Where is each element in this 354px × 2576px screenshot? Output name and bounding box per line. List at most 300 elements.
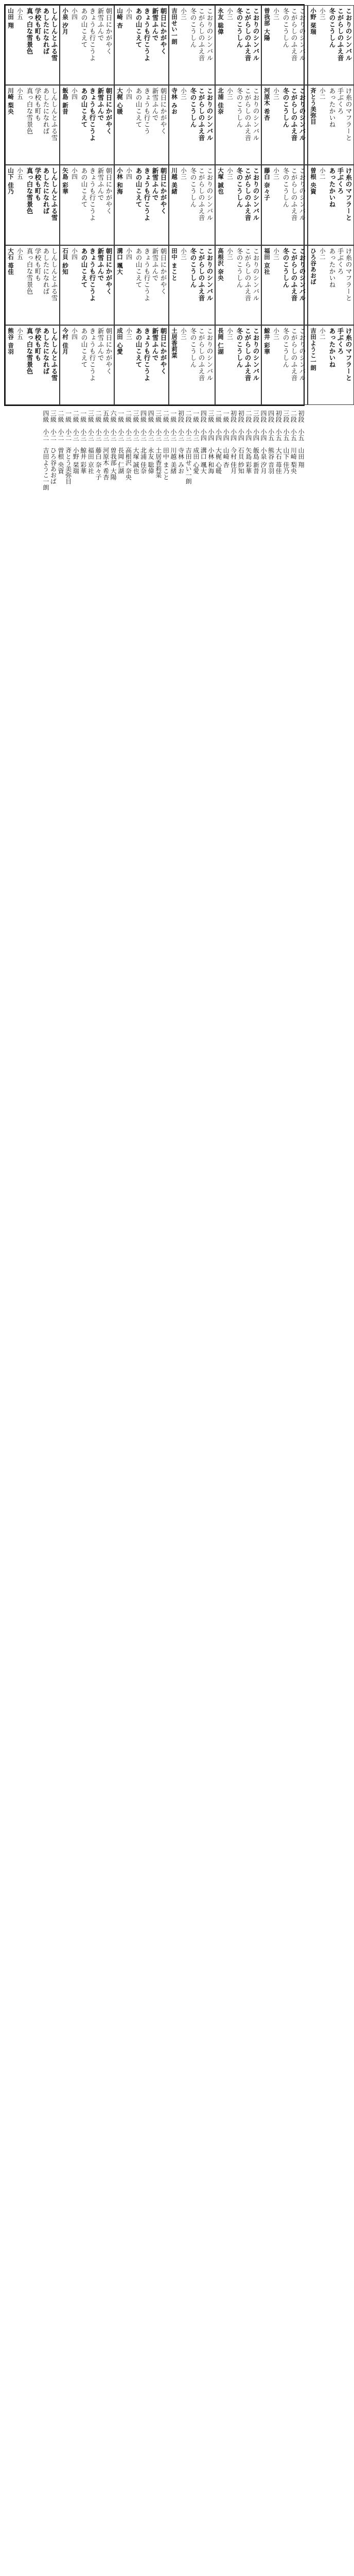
result-spacer: [95, 422, 102, 429]
calligraphy-cell: [261, 165, 308, 245]
result-column: [267, 410, 275, 499]
result-rank: 一級: [192, 410, 200, 422]
poem-line: 冬のこうしん: [236, 167, 243, 208]
result-grade: 小三: [87, 429, 95, 441]
result-name: 高根沢 奈央: [125, 447, 132, 480]
poem-line: こがらしのふえ音: [198, 167, 205, 222]
poem-line: 新雪ふんで: [151, 167, 159, 201]
result-rank: 二級: [57, 410, 64, 422]
result-column: [42, 410, 49, 499]
result-spacer: [207, 441, 215, 447]
result-spacer: [95, 441, 102, 447]
result-column: [117, 410, 125, 499]
result-column: [169, 410, 177, 499]
calligraphy-cell: [60, 245, 114, 325]
result-grade: 小三: [147, 429, 155, 441]
result-rank: 四段: [260, 410, 268, 422]
result-spacer: [178, 422, 185, 429]
result-spacer: [162, 441, 169, 447]
result-rank: 二段: [290, 410, 297, 422]
writer-grade: 小四: [126, 247, 133, 260]
poem-line: 新雪ふんで: [97, 247, 104, 281]
result-column: [244, 410, 252, 499]
result-rank: 一級: [79, 410, 87, 422]
result-grade: 小五: [290, 429, 297, 441]
result-spacer: [65, 422, 72, 429]
poem-line: あったかいね: [328, 247, 336, 288]
result-spacer: [245, 441, 252, 447]
poem-line: こがらしのふえ音: [198, 88, 205, 142]
writer-name: ひろ谷あおば: [310, 247, 317, 285]
result-spacer: [178, 441, 185, 447]
result-column: [185, 410, 192, 499]
result-rank: 二段: [244, 410, 252, 422]
writer-name: 小林 和海: [116, 167, 123, 195]
result-column: [275, 410, 282, 499]
poem-line: こがらしのふえ音: [198, 8, 205, 61]
poem-line: 学校も町も: [34, 8, 42, 41]
result-name: 大梶 心暖: [215, 447, 222, 474]
writer-grade: 小四: [71, 167, 78, 180]
writer-name: 河原木 希杏: [263, 88, 271, 121]
result-spacer: [282, 441, 290, 447]
poem-line: け糸のマフラーと: [345, 327, 352, 381]
result-rank: 二級: [72, 410, 80, 422]
poem-line: 冬のこうしん: [236, 88, 243, 128]
result-spacer: [215, 422, 222, 429]
result-spacer: [207, 422, 215, 429]
result-grade: 小四: [244, 429, 252, 441]
result-spacer: [200, 441, 207, 447]
poem-line: こがらしのふえ音: [244, 247, 252, 301]
result-grade: 小三: [139, 429, 147, 441]
calligraphy-cell: [215, 5, 261, 85]
result-rank: 三級: [49, 410, 57, 422]
writer-grade: 小三: [226, 327, 234, 340]
result-spacer: [268, 422, 275, 429]
writer-grade: 小四: [126, 8, 133, 20]
calligraphy-cell: [60, 165, 114, 245]
writer-grade: 小三: [273, 88, 280, 100]
writer-grade: 小三: [273, 247, 280, 260]
poem-line: 真っ白な雪景色: [26, 8, 33, 55]
result-spacer: [140, 422, 147, 429]
poem-line: しんしんとふる雪: [50, 327, 58, 381]
result-rank: 初段: [229, 410, 237, 422]
poem-line: こがらしのふえ音: [244, 88, 252, 142]
poem-line: 朝日にかがやく: [105, 88, 113, 135]
poem-line: しんしんとふる雪: [50, 247, 58, 301]
writer-name: 藤白 奈々子: [263, 167, 271, 201]
calligraphy-cell: [5, 245, 60, 325]
poem-line: 冬のこうしん: [328, 8, 336, 48]
poem-line: 朝日にかがやく: [160, 327, 167, 375]
result-name: 川越 美緒: [169, 447, 177, 474]
result-spacer: [132, 422, 139, 429]
result-column: [215, 410, 222, 499]
writer-grade: 小三: [180, 327, 187, 340]
result-spacer: [185, 441, 192, 447]
result-name: 藤白 奈々子: [94, 447, 102, 480]
result-spacer: [155, 441, 162, 447]
writer-name: 溝口 颯大: [116, 247, 123, 275]
writer-grade: 小三: [226, 167, 234, 180]
writer-name: 熊谷 音羽: [7, 327, 14, 355]
result-name: ひろ谷あおば: [49, 447, 57, 484]
result-name: 山下 佳乃: [282, 447, 290, 474]
poem-line: こがらしのふえ音: [244, 327, 252, 381]
result-column: [177, 410, 185, 499]
writer-grade: 小四: [71, 8, 78, 20]
poem-line: 冬のこうしん: [282, 327, 290, 368]
writer-name: 矢島 彩華: [62, 167, 69, 195]
result-name: 熊谷 音羽: [267, 447, 275, 474]
result-name: 福田 京社: [87, 447, 95, 474]
poem-line: 新雪ふんで: [151, 88, 159, 122]
poem-line: こがらしのふえ音: [290, 167, 298, 222]
poem-line: け糸のマフラーと: [345, 247, 352, 301]
result-grade: 小三: [154, 429, 162, 441]
result-spacer: [87, 422, 94, 429]
result-column: [282, 410, 290, 499]
result-spacer: [132, 441, 139, 447]
poem-line: こがらしのふえ音: [337, 8, 344, 61]
poem-line: 手ぶくろ: [337, 327, 344, 354]
results-table: [4, 410, 305, 499]
poem-line: きょうも行こうよ: [143, 167, 151, 222]
writer-name: 山田 翔: [7, 8, 14, 29]
result-rank: 一級: [117, 410, 125, 422]
writer-grade: 小三: [180, 167, 187, 180]
writer-name: 吉田ようこ一朗: [310, 327, 317, 371]
result-name: 川崎 梨央: [290, 447, 297, 474]
calligraphy-cell: [215, 165, 261, 245]
writer-grade: 小四: [126, 167, 133, 180]
calligraphy-cell: [308, 165, 354, 245]
writer-name: 大梶 心暖: [116, 88, 123, 115]
result-spacer: [110, 441, 117, 447]
result-name: 小泉 汐月: [260, 447, 268, 474]
writer-name: 川崎 梨央: [7, 88, 14, 115]
result-spacer: [102, 441, 110, 447]
result-column: [72, 410, 80, 499]
writer-grade: 小三: [180, 88, 187, 100]
result-name: 吉田ようこ一朗: [42, 447, 49, 490]
result-grade: 小三: [94, 429, 102, 441]
poem-line: こおりのシンバル: [252, 167, 260, 222]
calligraphy-cell: [5, 5, 60, 85]
writer-name: 福田 京社: [263, 247, 271, 275]
result-spacer: [275, 422, 282, 429]
result-rank: 初段: [177, 410, 185, 422]
result-name: 斉とう美弥目: [64, 447, 72, 484]
writer-grade: 小三: [273, 167, 280, 180]
poem-line: 新雪ふんで: [97, 167, 104, 201]
result-spacer: [102, 422, 110, 429]
result-grade: 小三: [132, 429, 139, 441]
poem-line: 真っ白な雪景色: [26, 88, 33, 135]
result-rank: 三級: [207, 410, 215, 422]
calligraphy-sheet: [4, 4, 352, 406]
writer-grade: 小三: [180, 247, 187, 260]
calligraphy-cell: [60, 5, 114, 85]
calligraphy-cell: [169, 245, 215, 325]
result-spacer: [80, 422, 87, 429]
result-spacer: [147, 422, 154, 429]
writer-name: 石貝 紗知: [62, 247, 69, 275]
poem-line: 冬のこうしん: [282, 167, 290, 208]
result-column: [125, 410, 132, 499]
writer-grade: 小五: [16, 167, 24, 180]
calligraphy-cell: [5, 85, 60, 165]
writer-grade: 小二: [319, 167, 326, 180]
result-spacer: [125, 422, 132, 429]
poem-line: こがらしのふえ音: [244, 167, 252, 222]
result-rank: 一級: [222, 410, 230, 422]
writer-grade: 小三: [180, 8, 187, 20]
poem-line: 冬のこうしん: [189, 247, 197, 288]
calligraphy-cell: [169, 5, 215, 85]
poem-line: 冬のこうしん: [189, 88, 197, 128]
poem-line: こがらしのふえ音: [290, 88, 298, 142]
writer-name: 川越 美緒: [171, 167, 178, 195]
poem-line: 冬のこうしん: [282, 247, 290, 288]
result-column: [229, 410, 237, 499]
poem-line: こおりのシンバル: [345, 8, 352, 61]
calligraphy-cell: [261, 325, 308, 405]
poem-line: 朝日にかがやく: [105, 167, 113, 215]
result-grade: 小三: [79, 429, 87, 441]
poem-line: 真っ白な雪景色: [26, 247, 33, 295]
poem-line: こおりのシンバル: [252, 247, 260, 301]
result-grade: 小二: [49, 429, 57, 441]
result-spacer: [297, 422, 305, 429]
writer-grade: 小三: [273, 8, 280, 20]
result-spacer: [72, 422, 79, 429]
poem-line: 朝日にかがやく: [105, 247, 113, 295]
result-spacer: [65, 441, 72, 447]
result-spacer: [252, 441, 259, 447]
writer-grade: 小二: [319, 247, 326, 260]
calligraphy-cell: [114, 245, 169, 325]
poem-line: きょうも行こうよ: [88, 8, 96, 61]
result-spacer: [57, 422, 64, 429]
poem-line: きょうも行こうよ: [88, 327, 96, 381]
writer-grade: 小五: [16, 88, 24, 100]
writer-name: 小泉 汐月: [62, 8, 69, 35]
result-grade: 小三: [72, 429, 80, 441]
writer-name: 斉とう美弥目: [310, 88, 317, 125]
poem-line: きょうも行こうよ: [143, 8, 151, 61]
calligraphy-cell: [308, 325, 354, 405]
result-spacer: [275, 441, 282, 447]
poem-line: 新雪ふんで: [151, 247, 159, 281]
result-column: [147, 410, 155, 499]
poem-line: 学校も町も: [34, 247, 42, 281]
poem-line: こおりのシンバル: [206, 8, 214, 61]
writer-grade: 小二: [319, 88, 326, 100]
writer-grade: 小三: [226, 88, 234, 100]
result-name: 矢島 彩華: [244, 447, 252, 474]
calligraphy-cell: [261, 85, 308, 165]
results-columns: [4, 410, 305, 499]
result-spacer: [170, 422, 177, 429]
poem-line: こがらしのふえ音: [198, 327, 205, 381]
poem-line: 朝日にかがやく: [160, 167, 167, 215]
writer-grade: 小二: [319, 327, 326, 340]
poem-line: こがらしのふえ音: [290, 8, 298, 61]
writer-name: 北浦 佳奈: [217, 88, 224, 115]
result-spacer: [237, 441, 244, 447]
calligraphy-cell: [5, 325, 60, 405]
result-rank: 五級: [102, 410, 110, 422]
result-column: [237, 410, 245, 499]
result-column: [64, 410, 72, 499]
writer-name: 曽我部 大陽: [263, 8, 271, 41]
result-grade: 小三: [110, 429, 117, 441]
result-spacer: [192, 422, 200, 429]
calligraphy-cell: [308, 5, 354, 85]
result-rank: 二級: [94, 410, 102, 422]
poem-line: け糸のマフラーと: [345, 167, 352, 222]
poem-line: こがらしのふえ音: [290, 247, 298, 301]
poem-line: きょうも行こうよ: [88, 167, 96, 222]
calligraphy-cell: [261, 245, 308, 325]
result-name: 長岡 仁湖: [117, 447, 125, 474]
result-name: 石貝 紗知: [237, 447, 245, 474]
result-name: 大塚 誠也: [132, 447, 139, 474]
result-rank: 三級: [132, 410, 139, 422]
result-column: [252, 410, 260, 499]
poem-line: 手ぶくろ: [337, 167, 344, 195]
poem-line: 真っ白な雪景色: [26, 167, 33, 215]
result-rank: 三級: [154, 410, 162, 422]
poem-line: あの山こえて: [135, 167, 143, 208]
poem-line: こおりのシンバル: [206, 247, 214, 301]
poem-line: 手ぶくろ: [337, 88, 344, 115]
poem-line: あしたになれば: [42, 8, 50, 55]
poem-line: こおりのシンバル: [252, 88, 260, 142]
calligraphy-cell: [114, 325, 169, 405]
writer-name: 飯島 新昔: [62, 88, 69, 115]
result-grade: 小四: [200, 429, 207, 441]
result-column: [79, 410, 87, 499]
writer-grade: 小三: [226, 247, 234, 260]
result-grade: 小五: [282, 429, 290, 441]
result-spacer: [290, 441, 297, 447]
writer-name: 永友 聡偉: [217, 8, 224, 35]
calligraphy-cell: [169, 85, 215, 165]
poem-line: こがらしのふえ音: [198, 247, 205, 301]
poem-line: しんしんとふる雪: [50, 167, 58, 222]
result-grade: 小四: [215, 429, 222, 441]
poem-line: 朝日にかがやく: [160, 8, 167, 55]
result-spacer: [125, 441, 132, 447]
result-column: [110, 410, 117, 499]
result-grade: 小五: [267, 429, 275, 441]
poem-line: きょうも行こうよ: [88, 88, 96, 142]
result-name: 山崎 杏: [222, 447, 230, 468]
result-column: [57, 410, 64, 499]
poem-line: け糸のマフラーと: [345, 88, 352, 142]
calligraphy-cell: [169, 325, 215, 405]
result-name: 大石 苺佳: [275, 447, 282, 474]
result-column: [297, 410, 305, 499]
calligraphy-cell: [215, 325, 261, 405]
result-rank: 三段: [252, 410, 260, 422]
poem-line: あの山こえて: [80, 327, 88, 368]
result-spacer: [49, 441, 57, 447]
result-grade: 小三: [102, 429, 110, 441]
writer-grade: 小四: [71, 327, 78, 340]
result-spacer: [252, 422, 259, 429]
result-spacer: [72, 441, 79, 447]
poem-line: あの山こえて: [80, 247, 88, 288]
result-grade: 小三: [169, 429, 177, 441]
poem-line: 真っ白な雪景色: [26, 327, 33, 375]
result-spacer: [170, 441, 177, 447]
poem-line: 冬のこうしん: [282, 88, 290, 128]
calligraphy-cell: [261, 5, 308, 85]
poem-line: あの山こえて: [80, 88, 88, 128]
result-name: 吉田せい一朗: [185, 447, 192, 484]
calligraphy-cell: [114, 5, 169, 85]
result-spacer: [230, 441, 237, 447]
writer-grade: 小三: [226, 8, 234, 20]
writer-grade: 小三: [273, 327, 280, 340]
result-spacer: [80, 441, 87, 447]
result-grade: 小三: [162, 429, 170, 441]
result-spacer: [117, 422, 125, 429]
poem-line: 朝日にかがやく: [160, 88, 167, 135]
result-rank: 二級: [215, 410, 222, 422]
result-grade: 小四: [222, 429, 230, 441]
result-name: 曽我部 大陽: [110, 447, 117, 480]
result-rank: 六級: [110, 410, 117, 422]
calligraphy-cell: [308, 85, 354, 165]
result-rank: 二段: [185, 410, 192, 422]
poem-line: 冬のこうしん: [236, 247, 243, 288]
result-grade: 小三: [125, 429, 132, 441]
poem-line: 朝日にかがやく: [105, 8, 113, 55]
result-rank: 二級: [162, 410, 170, 422]
poem-line: あの山こえて: [135, 247, 143, 288]
writer-name: 大塚 誠也: [217, 167, 224, 195]
poem-line: 冬のこうしん: [189, 8, 197, 48]
poem-line: こおりのシンバル: [298, 247, 306, 301]
poem-line: 冬のこうしん: [189, 167, 197, 208]
writer-grade: 小四: [71, 247, 78, 260]
poem-line: あの山こえて: [135, 88, 143, 128]
poem-line: 学校も町も: [34, 167, 42, 201]
result-spacer: [155, 422, 162, 429]
poem-line: あの山こえて: [135, 8, 143, 48]
poem-line: 手ぶくろ: [337, 247, 344, 275]
result-spacer: [57, 441, 64, 447]
poem-line: こおりのシンバル: [252, 8, 260, 61]
poem-line: きょうも行こうよ: [88, 247, 96, 301]
writer-grade: 小三: [319, 8, 326, 20]
result-column: [192, 410, 200, 499]
poem-line: あったかいね: [328, 88, 336, 128]
result-spacer: [200, 422, 207, 429]
poem-line: あの山こえて: [80, 167, 88, 208]
poem-line: こがらしのふえ音: [290, 327, 298, 381]
result-name: 飯島 新昔: [252, 447, 260, 474]
writer-name: 長岡 仁湖: [217, 327, 224, 355]
result-name: 永友 聡偉: [147, 447, 155, 474]
poem-line: こおりのシンバル: [206, 167, 214, 222]
